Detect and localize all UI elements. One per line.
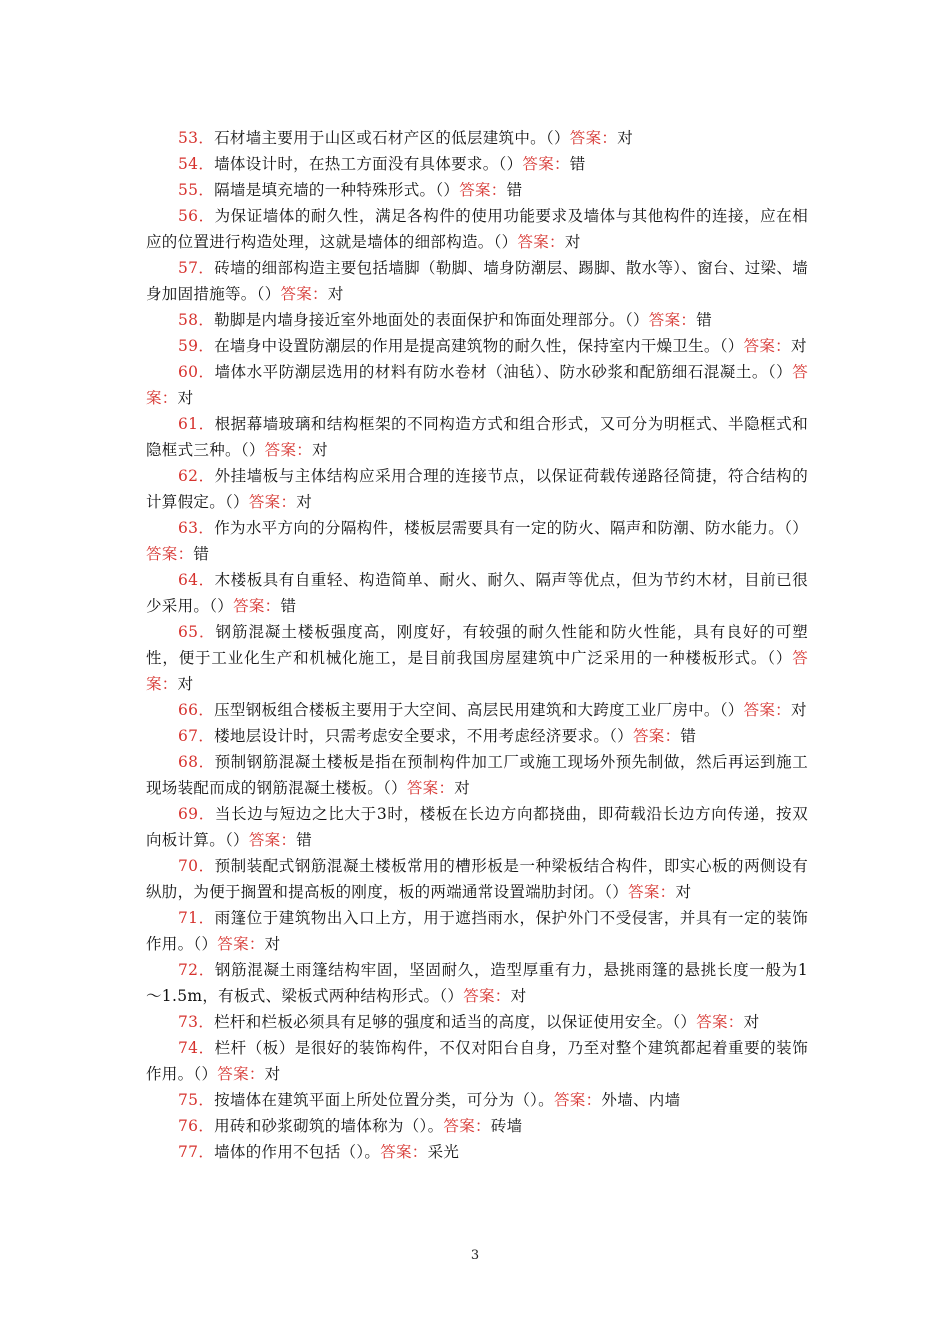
question-number: 76．: [178, 1117, 215, 1135]
question-text: 栏杆和栏板必须具有足够的强度和适当的高度，以保证使用安全。（）: [214, 1013, 697, 1031]
answer-value: 对: [177, 389, 194, 407]
answer-label: 答案：: [459, 181, 507, 199]
answer-value: 对: [177, 675, 194, 693]
answer-value: 外墙、内墙: [601, 1091, 681, 1109]
question-number: 77．: [178, 1143, 215, 1161]
question-item: [146, 151, 808, 177]
question-text: 根据幕墙玻璃和结构框架的不同构造方式和组合形式，又可分为明框式、半隐框式和隐框式三种。（）: [146, 415, 809, 459]
answer-label: 答案：: [628, 883, 676, 901]
answer-label: 答案：: [280, 285, 328, 303]
question-number: 55．: [178, 181, 215, 199]
question-item: [146, 1035, 808, 1087]
question-number: 62．: [178, 467, 215, 485]
question-number: 63．: [178, 519, 215, 537]
question-text: 墙体设计时，在热工方面没有具体要求。（）: [214, 155, 523, 173]
question-number: 69．: [178, 805, 215, 823]
question-text: 钢筋混凝土雨篷结构牢固，坚固耐久，造型厚重有力，悬挑雨篷的悬挑长度一般为1～1.5m，有板式、梁板式两种结构形式。（）: [146, 961, 809, 1005]
question-number: 67．: [178, 727, 215, 745]
question-text: 当长边与短边之比大于3时，楼板在长边方向都挠曲，即荷载沿长边方向传递，按双向板计算。（）: [146, 805, 809, 849]
answer-value: 对: [327, 285, 344, 303]
page-number: 3: [470, 1248, 480, 1263]
answer-label: 答案：: [217, 935, 265, 953]
answer-label: 答案：: [233, 597, 281, 615]
answer-label: 答案：: [146, 545, 194, 563]
question-number: 72．: [178, 961, 215, 979]
answer-label: 答案：: [632, 727, 681, 745]
question-text: 雨篷位于建筑物出入口上方，用于遮挡雨水，保护外门不受侵害，并具有一定的装饰作用。（）: [146, 909, 809, 953]
question-text: 钢筋混凝土楼板强度高，刚度好，有较强的耐久性能和防火性能，具有良好的可塑性，便于工业化生产和机械化施工，是目前我国房屋建筑中广泛采用的一种楼板形式。（）: [146, 623, 808, 667]
answer-label: 答案：: [380, 1143, 428, 1161]
question-item: [146, 567, 808, 619]
answer-value: 对: [675, 883, 692, 901]
question-item: [146, 359, 808, 411]
question-text: 栏杆（板）是很好的装饰构件，不仅对阳台自身，乃至对整个建筑都起着重要的装饰作用。（）: [146, 1039, 809, 1083]
answer-value: 对: [264, 935, 281, 953]
question-item: [146, 333, 808, 359]
question-number: 59．: [178, 337, 215, 355]
question-number: 58．: [178, 311, 215, 329]
answer-value: 对: [510, 987, 527, 1005]
answer-value: 对: [790, 701, 807, 719]
question-number: 65．: [178, 623, 216, 641]
question-text: 石材墙主要用于山区或石材产区的低层建筑中。（）: [214, 129, 570, 147]
answer-value: 对: [312, 441, 328, 459]
question-item: [146, 697, 808, 723]
answer-value: 错: [680, 727, 697, 745]
question-text: 为保证墙体的耐久性，满足各构件的使用功能要求及墙体与其他构件的连接，应在相应的位置进行构造处理，这就是墙体的细部构造。（）: [146, 207, 809, 251]
answer-label: 答案：: [146, 649, 808, 693]
answer-label: 答案：: [696, 1013, 744, 1031]
answer-value: 砖墙: [490, 1117, 523, 1135]
question-item: [146, 749, 808, 801]
answer-value: 对: [743, 1013, 760, 1031]
answer-value: 对: [790, 337, 807, 355]
answer-label: 答案：: [443, 1117, 491, 1135]
answer-label: 答案：: [463, 987, 511, 1005]
question-number: 73．: [178, 1013, 215, 1031]
question-item: [146, 177, 808, 203]
question-item: [146, 203, 808, 255]
question-number: 61．: [178, 415, 215, 433]
question-text: 隔墙是填充墙的一种特殊形式。（）: [214, 181, 460, 199]
question-text: 墙体水平防潮层选用的材料有防水卷材（油毡）、防水砂浆和配筋细石混凝土。（）: [214, 363, 793, 381]
question-number: 75．: [178, 1091, 215, 1109]
question-text: 砖墙的细部构造主要包括墙脚（勒脚、墙身防潮层、踢脚、散水等）、窗台、过梁、墙身加固措施等。（）: [146, 259, 808, 303]
question-item: [146, 905, 808, 957]
answer-value: 对: [564, 233, 581, 251]
question-text: 按墙体在建筑平面上所处位置分类，可分为（）。: [214, 1091, 554, 1109]
answer-value: 错: [296, 831, 313, 849]
question-item: [146, 1139, 808, 1165]
question-text: 在墙身中设置防潮层的作用是提高建筑物的耐久性，保持室内干燥卫生。（）: [214, 337, 744, 355]
question-text: 预制装配式钢筋混凝土楼板常用的槽形板是一种梁板结合构件，即实心板的两侧设有纵肋，为便于搁置和提高板的刚度，板的两端通常设置端肋封闭。（）: [146, 857, 809, 901]
answer-label: 答案：: [217, 1065, 265, 1083]
question-item: [146, 307, 808, 333]
answer-label: 答案：: [522, 155, 570, 173]
answer-value: 错: [193, 545, 210, 563]
question-item: [146, 125, 808, 151]
answer-label: 答案：: [743, 337, 791, 355]
question-number: 70．: [178, 857, 215, 875]
answer-label: 答案：: [743, 701, 791, 719]
question-number: 54．: [178, 155, 215, 173]
question-text: 预制钢筋混凝土楼板是指在预制构件加工厂或施工现场外预先制做，然后再运到施工现场装配而成的钢筋混凝土楼板。（）: [146, 753, 809, 797]
question-text: 楼地层设计时，只需考虑安全要求，不用考虑经济要求。（）: [214, 727, 633, 745]
question-item: [146, 801, 808, 853]
answer-label: 答案：: [569, 129, 618, 147]
question-item: [146, 853, 808, 905]
question-item: [146, 515, 808, 567]
question-number: 64．: [178, 571, 215, 589]
question-item: [146, 1113, 808, 1139]
answer-value: 对: [264, 1065, 281, 1083]
question-number: 74．: [178, 1039, 215, 1057]
question-item: [146, 411, 808, 463]
answer-label: 答案：: [517, 233, 565, 251]
question-text: 作为水平方向的分隔构件，楼板层需要具有一定的防火、隔声和防潮、防水能力。（）: [214, 519, 808, 537]
question-number: 66．: [178, 701, 215, 719]
question-list: [146, 125, 808, 1165]
question-number: 71．: [178, 909, 215, 927]
question-item: [146, 957, 808, 1009]
question-item: [146, 723, 808, 749]
answer-label: 答案：: [553, 1091, 602, 1109]
answer-value: 错: [280, 597, 297, 615]
question-number: 68．: [178, 753, 215, 771]
question-text: 墙体的作用不包括（）。: [214, 1143, 381, 1161]
answer-value: 采光: [427, 1143, 460, 1161]
question-text: 木楼板具有自重轻、构造简单、耐火、耐久、隔声等优点，但为节约木材，目前已很少采用。（）: [146, 571, 809, 615]
answer-value: 对: [617, 129, 633, 147]
question-text: 勒脚是内墙身接近室外地面处的表面保护和饰面处理部分。（）: [214, 311, 649, 329]
question-item: [146, 1087, 808, 1113]
answer-value: 对: [454, 779, 471, 797]
answer-label: 答案：: [248, 493, 297, 511]
answer-label: 答案：: [264, 441, 313, 459]
question-number: 53．: [178, 129, 215, 147]
answer-label: 答案：: [146, 363, 809, 407]
question-number: 60．: [178, 363, 215, 381]
question-text: 压型钢板组合楼板主要用于大空间、高层民用建筑和大跨度工业厂房中。（）: [214, 701, 744, 719]
question-number: 57．: [178, 259, 215, 277]
answer-value: 错: [696, 311, 712, 329]
question-item: [146, 255, 808, 307]
question-text: 用砖和砂浆砌筑的墙体称为（）。: [214, 1117, 444, 1135]
answer-label: 答案：: [406, 779, 455, 797]
question-item: [146, 1009, 808, 1035]
question-item: [146, 619, 808, 697]
answer-value: 错: [569, 155, 586, 173]
answer-value: 错: [506, 181, 523, 199]
answer-label: 答案：: [648, 311, 697, 329]
answer-label: 答案：: [248, 831, 297, 849]
question-text: 外挂墙板与主体结构应采用合理的连接节点，以保证荷载传递路径简捷，符合结构的计算假定。（）: [146, 467, 809, 511]
answer-value: 对: [296, 493, 313, 511]
question-number: 56．: [178, 207, 215, 225]
question-item: [146, 463, 808, 515]
